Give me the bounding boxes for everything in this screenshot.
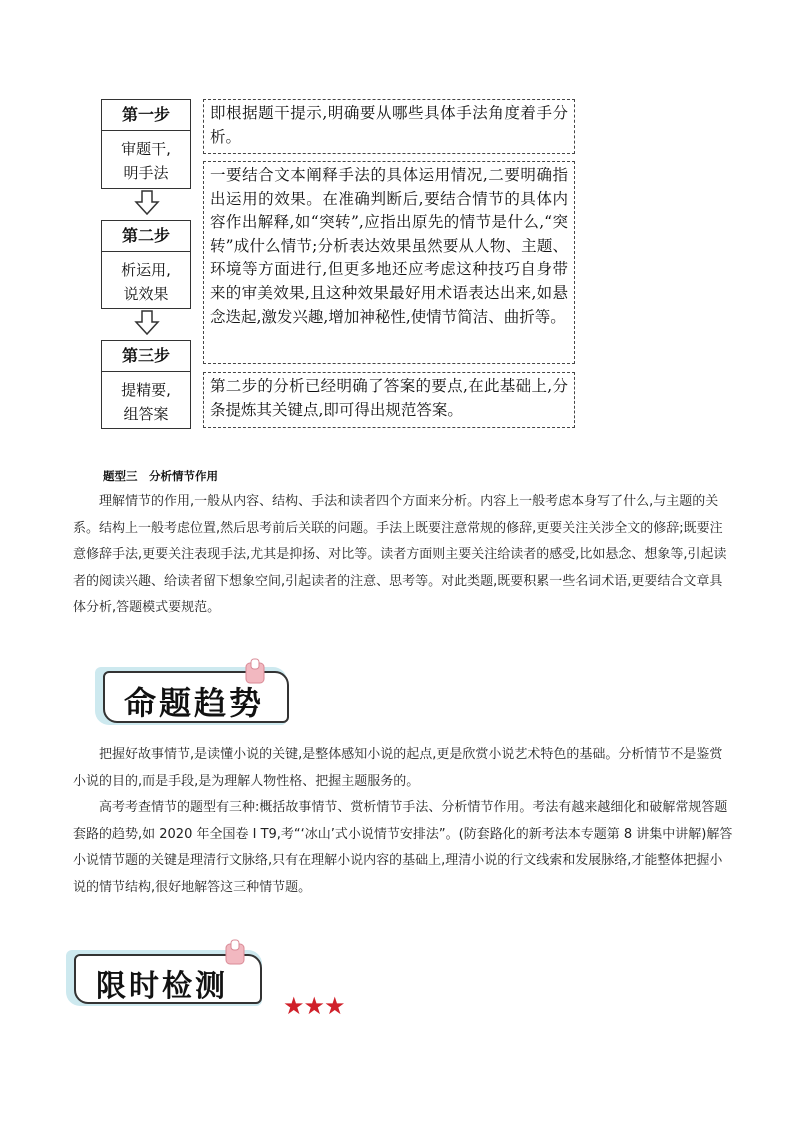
step-line-3b: 组答案	[123, 405, 169, 423]
step-title-2: 第二步	[102, 221, 190, 252]
section-paragraph-block	[73, 489, 733, 622]
step-line-2b: 说效果	[123, 285, 169, 303]
section-paragraph: 理解情节的作用,一般从内容、结构、手法和读者四个方面来分析。内容上一般考虑本身写了什么,与主题的关系。结构上一般考虑位置,然后思考前后关联的问题。手法上既要注意常规的修辞,更要关注关涉全文的修辞;既要注意修辞手法,更要关注表现手法,尤其是抑扬、对比等。读者方面则主要关注给读者的感受,比如悬念、想象等,引起读者的阅读兴趣、给读者留下想象空间,引起读者的注意、思考等。对此类题,既要积累一些名词术语,更要结合文章具体分析,答题模式要规范。	[73, 494, 727, 615]
step-box-2	[101, 220, 191, 309]
step-line-1b: 明手法	[123, 164, 169, 182]
step-title-3: 第三步	[102, 341, 190, 372]
note-box-1: 即根据题干提示,明确要从哪些具体手法角度着手分析。	[203, 99, 575, 154]
step-box-1	[101, 99, 191, 189]
trend-paragraphs	[73, 742, 733, 901]
test-banner-title: 限时检测	[96, 969, 228, 1004]
section-heading: 题型三 分析情节作用	[103, 469, 218, 483]
trend-paragraph-2: 高考考查情节的题型有三种:概括故事情节、赏析情节手法、分析情节作用。考法有越来越细化和破解常规答题套路的趋势,如 2020 年全国卷 I T9,考“‘冰山’式小说情节安排法”。(防套路化的新考法本专题第 8 讲集中讲解)解答小说情节题的关键是理清行文脉络,只有在理解小说内容的基础上,理清小说的行文线索和发展脉络,才能整体把握小说的情节结构,很好地解答这三种情节题。	[73, 800, 733, 895]
difficulty-stars: ★★★	[283, 992, 345, 1020]
down-arrow-icon	[134, 310, 160, 336]
trend-banner-title: 命题趋势	[124, 684, 265, 722]
note-box-2: 一要结合文本阐释手法的具体运用情况,二要明确指出运用的效果。在准确判断后,要结合情节的具体内容作出解释,如“突转”,应指出原先的情节是什么,“突转”成什么情节;分析表达效果虽然要从人物、主题、环境等方面进行,但更多地还应考虑这种技巧自身带来的审美效果,且这种效果最好用术语表达出来,如悬念迭起,激发兴趣,增加神秘性,使情节简洁、曲折等。	[203, 161, 575, 364]
note-box-3: 第二步的分析已经明确了答案的要点,在此基础上,分条提炼其关键点,即可得出规范答案。	[203, 372, 575, 428]
down-arrow-icon	[134, 190, 160, 216]
step-line-1a: 审题干,	[121, 140, 171, 158]
step-box-3	[101, 340, 191, 429]
trend-paragraph-1: 把握好故事情节,是读懂小说的关键,是整体感知小说的起点,更是欣赏小说艺术特色的基础。分析情节不是鉴赏小说的目的,而是手段,是为理解人物性格、把握主题服务的。	[73, 747, 723, 789]
step-body-1	[102, 131, 190, 185]
step-line-3a: 提精要,	[121, 381, 171, 399]
step-title-1: 第一步	[102, 100, 190, 131]
step-body-2	[102, 252, 190, 306]
step-line-2a: 析运用,	[121, 261, 171, 279]
step-body-3	[102, 372, 190, 426]
